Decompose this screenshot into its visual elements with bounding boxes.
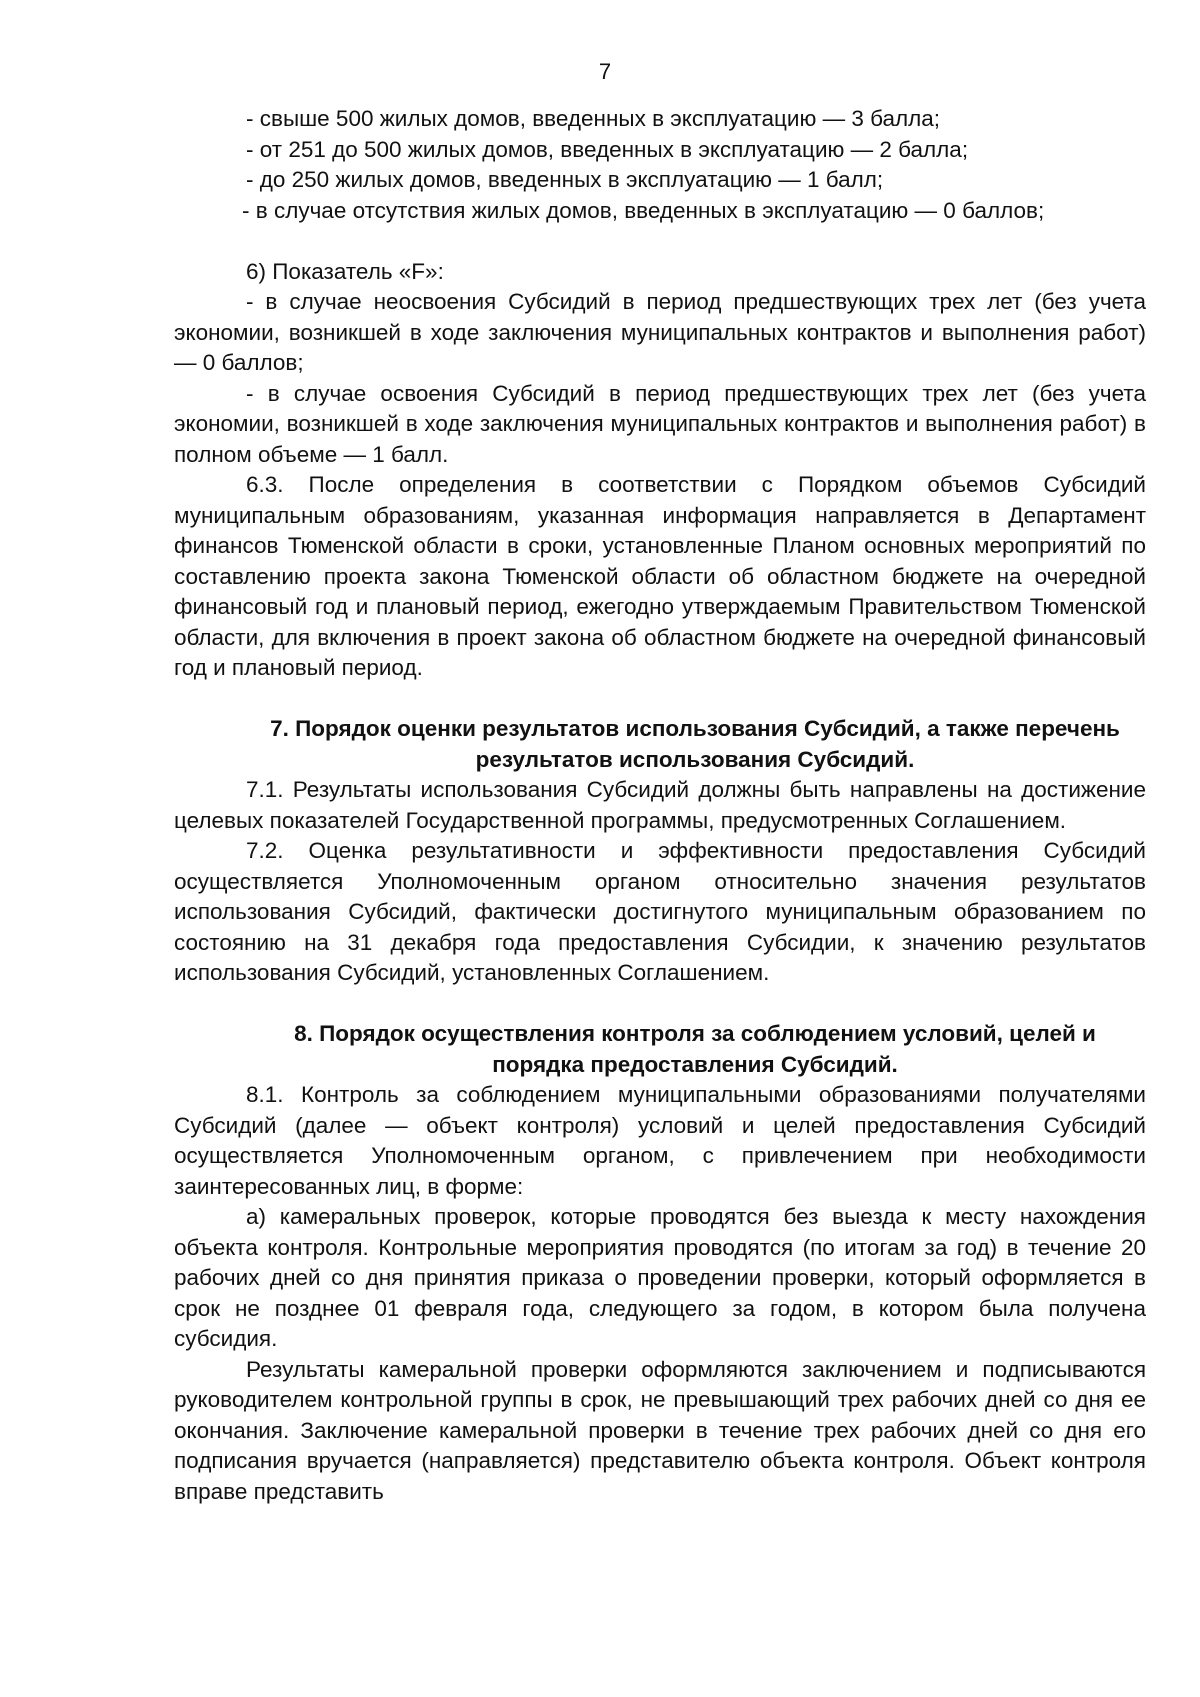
paragraph-7-1: 7.1. Результаты использования Субсидий должны быть направлены на достижение целевых показателей Государственной программы, предусмотренных Соглашением. (174, 777, 1146, 833)
page-number: 7 (598, 59, 612, 84)
list-item-over-500: - свыше 500 жилых домов, введенных в эксплуатацию — 3 балла; (246, 106, 940, 131)
paragraph-8-1-a: а) камеральных проверок, которые проводятся без выезда к месту нахождения объекта контроля. Контрольные мероприятия проводятся (по итогам за год) в течение 20 рабочих дней со дня принятия приказа о проведении проверки, который оформляется в срок не позднее 01 февраля года, следующего за годом, в котором была получена субсидия. (174, 1204, 1146, 1351)
paragraph-6-3: 6.3. После определения в соответствии с Порядком объемов Субсидий муниципальным образованиям, указанная информация направляется в Департамент финансов Тюменской области в сроки, установленные Планом основных мероприятий по составлению проекта закона Тюменской области об областном бюджете на очередной финансовый год и плановый период, ежегодно утверждаемым Правительством Тюменской области, для включения в проект закона об областном бюджете на очередной финансовый год и плановый период. (174, 472, 1146, 680)
paragraph-results: Результаты камеральной проверки оформляются заключением и подписываются руководителем контрольной группы в срок, не превышающий трех рабочих дней со дня ее окончания. Заключение камеральной проверки в течение трех рабочих дней со дня его подписания вручается (направляется) представителю объекта контроля. Объект контроля вправе представить (174, 1356, 1146, 1504)
paragraph-gap (174, 684, 1146, 715)
section-8-heading: 8. Порядок осуществления контроля за соблюдением условий, целей и порядка предоставления Субсидий. (294, 1021, 1096, 1077)
paragraph-8-1: 8.1. Контроль за соблюдением муниципальными образованиями получателями Субсидий (далее — объект контроля) условий и целей предоставления Субсидий осуществляется Уполномоченным органом, с привлечением при необходимости заинтересованных лиц, в форме: (174, 1082, 1146, 1199)
paragraph-7-2: 7.2. Оценка результативности и эффективности предоставления Субсидий осуществляется Уполномоченным органом относительно значения результатов использования Субсидий, фактически достигнутого муниципальным образованием по состоянию на 31 декабря года предоставления Субсидии, к значению результатов использования Субсидий, установленных Соглашением. (174, 838, 1146, 985)
paragraph-gap (174, 226, 1146, 257)
list-item-251-500: - от 251 до 500 жилых домов, введенных в эксплуатацию — 2 балла; (246, 136, 969, 162)
document-body (174, 104, 1146, 1507)
list-item-up-to-250: - до 250 жилых домов, введенных в эксплуатацию — 1 балл; (246, 167, 884, 192)
list-item-none: - в случае отсутствия жилых домов, введенных в эксплуатацию — 0 баллов; (242, 197, 1045, 223)
paragraph-gap (174, 989, 1146, 1020)
section-7-heading: 7. Порядок оценки результатов использования Субсидий, а также перечень результатов использования Субсидий. (270, 716, 1120, 772)
indicator-f-item-unused: - в случае неосвоения Субсидий в период предшествующих трех лет (без учета экономии, возникшей в ходе заключения муниципальных контрактов и выполнения работ) — 0 баллов; (174, 289, 1146, 375)
indicator-f-item-used: - в случае освоения Субсидий в период предшествующих трех лет (без учета экономии, возникшей в ходе заключения муниципальных контрактов и выполнения работ) в полном объеме — 1 балл. (174, 380, 1146, 467)
indicator-f-label: 6) Показатель «F»: (246, 258, 444, 284)
